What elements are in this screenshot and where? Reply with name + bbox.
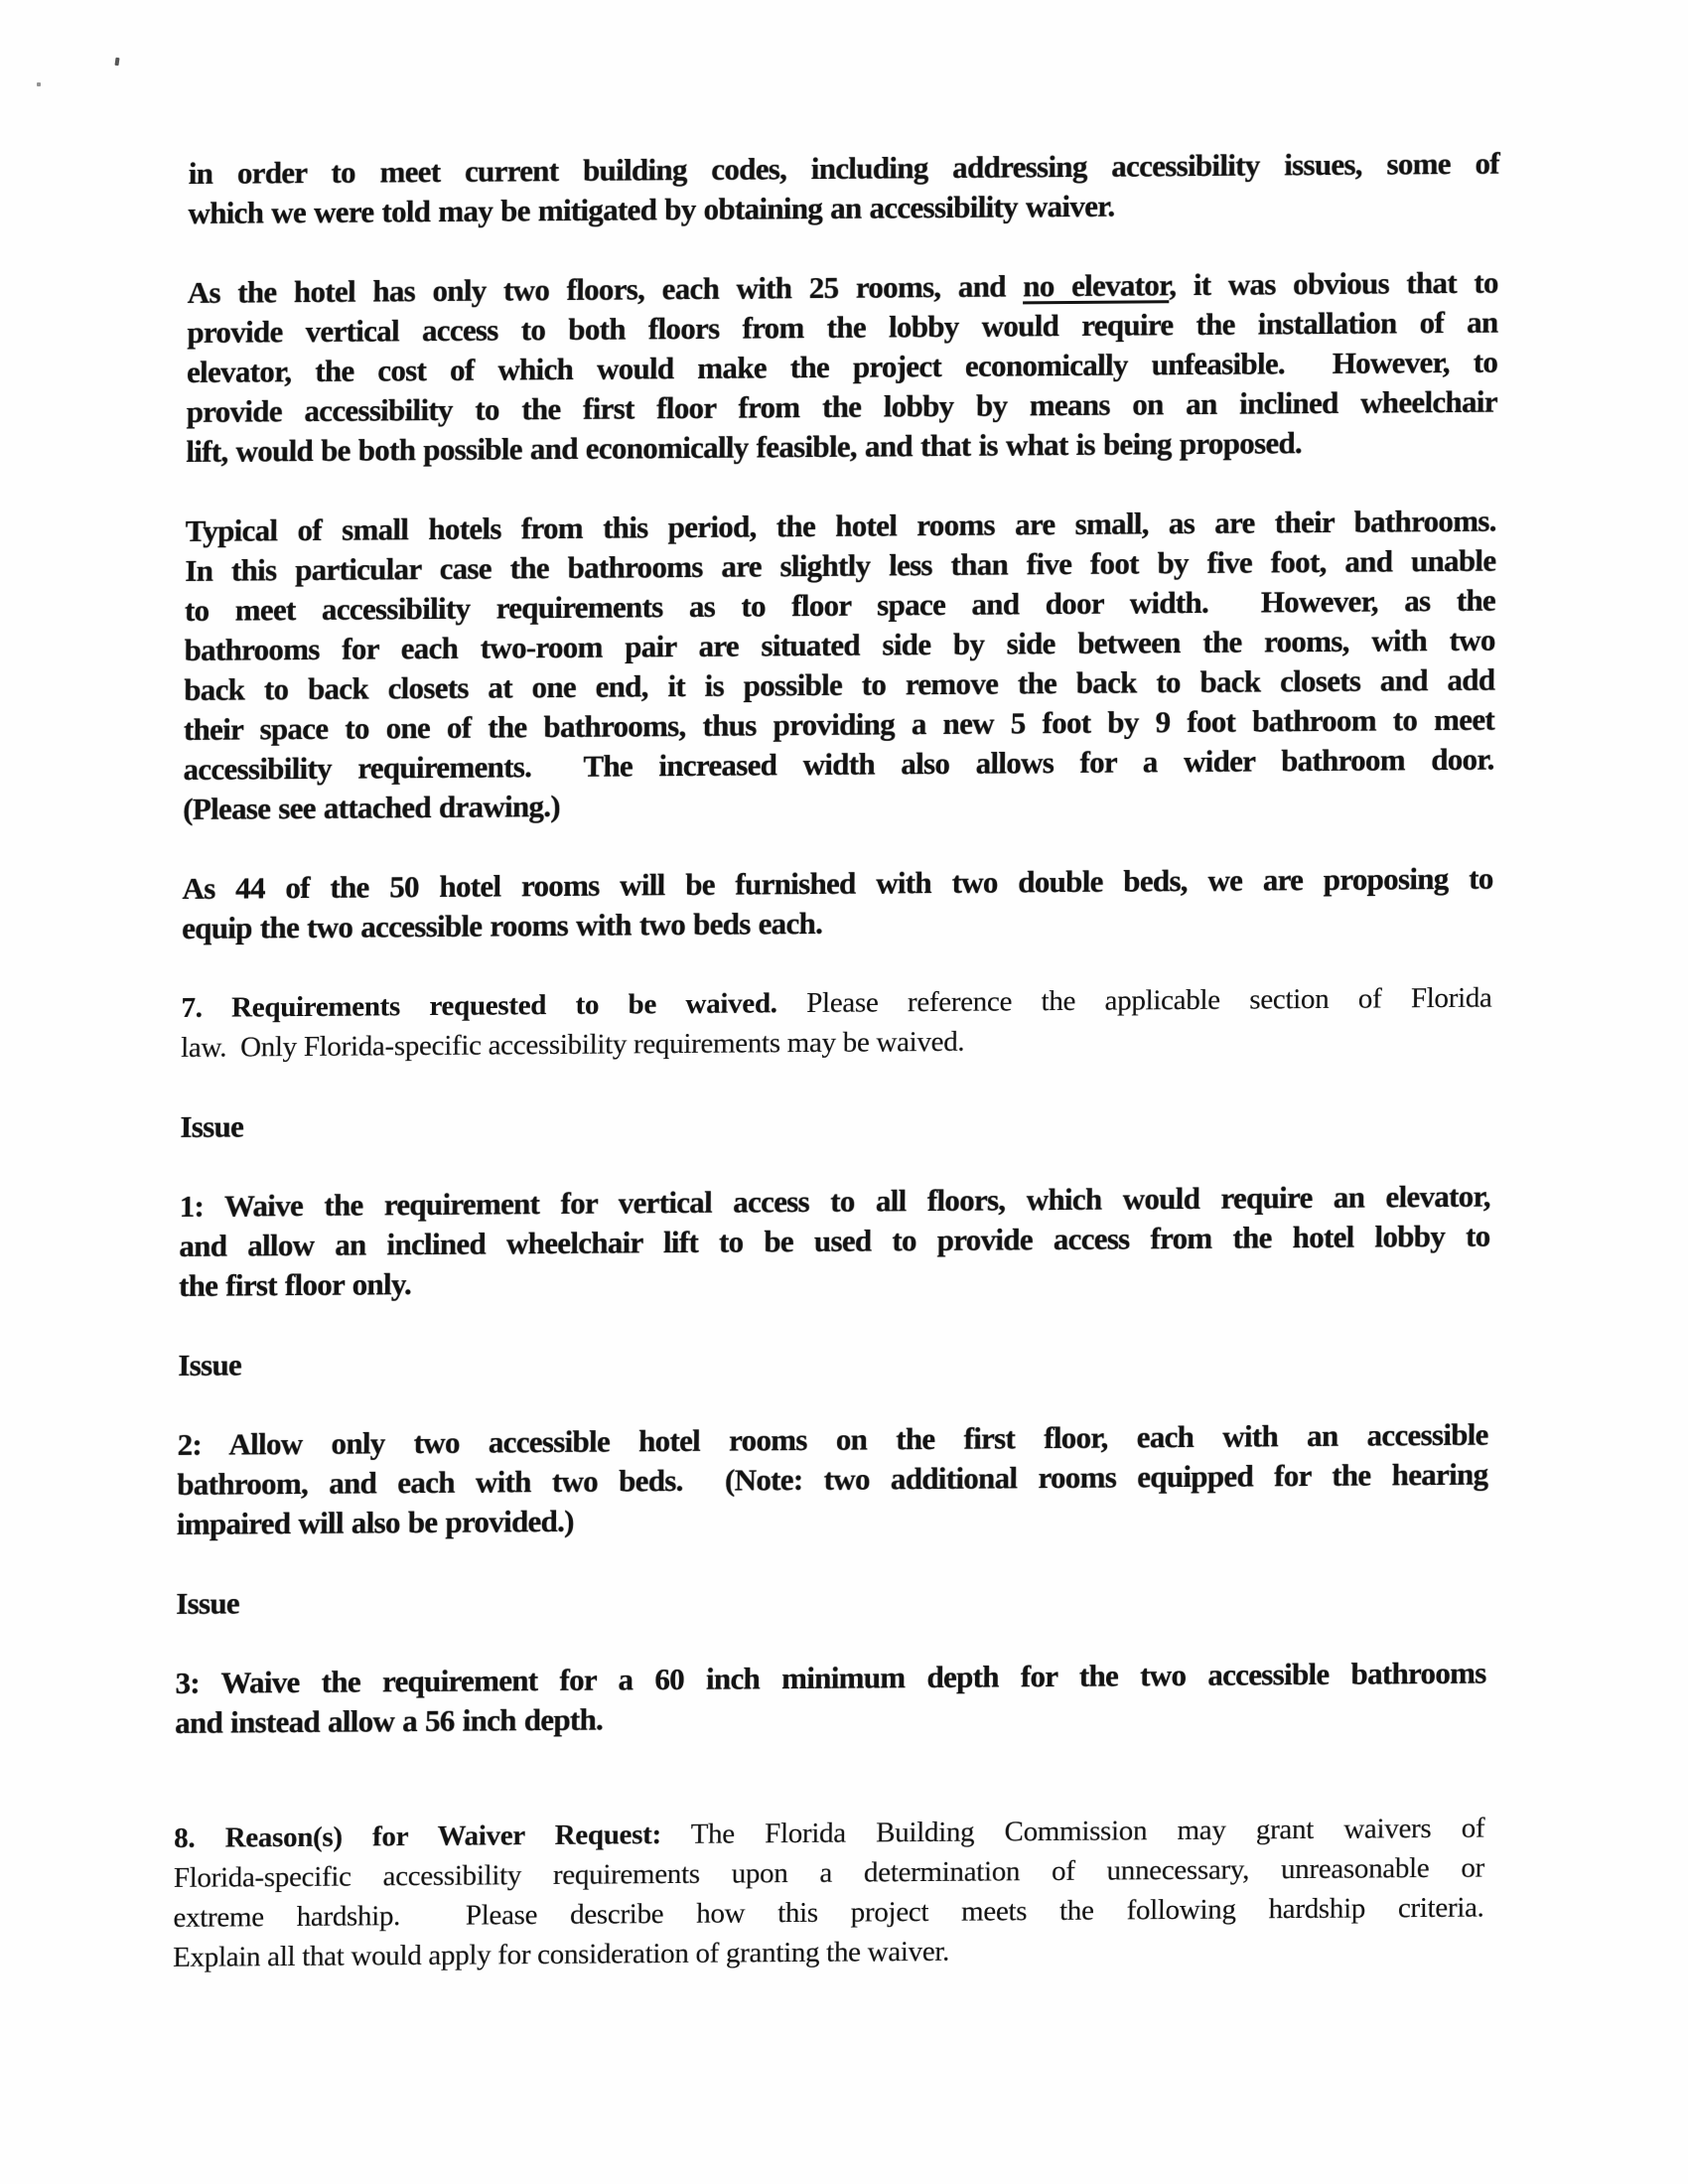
text-line [180, 1097, 1490, 1147]
text-line [176, 1574, 1486, 1624]
text-segment: in order to meet current building codes, including addressing accessibility issues, some of [188, 145, 1500, 191]
issue-heading [178, 1336, 1488, 1385]
paragraph-p3 [183, 502, 1496, 829]
scan-speck [37, 82, 41, 86]
text-segment: bathrooms for each two-room pair are situated side by side between the rooms, with two [184, 622, 1495, 667]
text-segment: 1: Waive the requirement for vertical access to all floors, which would require an elevator, [179, 1178, 1490, 1224]
text-segment: Please reference the applicable section of Florida [776, 981, 1492, 1020]
paragraph-p7 [181, 978, 1492, 1068]
text-segment: the first floor only. [178, 1266, 412, 1303]
text-segment: 2: Allow only two accessible hotel rooms on the first floor, each with an accessible [177, 1416, 1488, 1462]
paragraph-p1 [188, 144, 1499, 233]
text-segment: accessibility requirements. The increased width also allows for a wider bathroom door. [183, 741, 1494, 787]
text-segment: Typical of small hotels from this period, the hotel rooms are small, as are their bathrooms. [185, 503, 1496, 548]
paragraph-i2 [177, 1415, 1488, 1544]
text-segment: to meet accessibility requirements as to floor space and door width. However, as the [184, 582, 1496, 628]
text-segment: The Florida Building Commission may grant waivers of [660, 1812, 1485, 1851]
text-segment: 3: Waive the requirement for a 60 inch minimum depth for the two accessible bathrooms [175, 1655, 1486, 1700]
underlined-phrase: no elevator [1023, 267, 1170, 304]
text-segment: lift, would be both possible and economically feasible, and that is what is being proposed. [186, 425, 1303, 469]
paragraph-p8 [173, 1809, 1484, 1977]
paragraph-p2 [186, 263, 1498, 472]
paragraph-p4 [182, 859, 1493, 948]
text-segment: (Please see attached drawing.) [183, 789, 561, 826]
text-segment: and instead allow a 56 inch depth. [175, 1701, 604, 1740]
text-segment: 7. Requirements requested to be waived. [181, 987, 777, 1024]
text-segment: law. Only Florida-specific accessibility requirements may be waived. [181, 1025, 965, 1064]
text-segment: , it was obvious that to [1169, 264, 1499, 303]
text-segment: equip the two accessible rooms with two beds each. [182, 905, 823, 946]
text-segment: impaired will also be provided.) [176, 1503, 575, 1541]
text-segment: As 44 of the 50 hotel rooms will be furnished with two double beds, we are proposing to [182, 860, 1493, 906]
text-segment: In this particular case the bathrooms are slightly less than five foot by five foot, and unable [185, 542, 1496, 588]
scan-speck [114, 58, 119, 66]
text-segment: As the hotel has only two floors, each with 25 rooms, and [187, 268, 1024, 310]
text-segment: extreme hardship. Please describe how this project meets the following hardship criteria. [173, 1891, 1484, 1934]
document-content [173, 144, 1499, 2017]
text-segment: 8. Reason(s) for Waiver Request: [174, 1819, 662, 1854]
paragraph-i3 [175, 1654, 1486, 1743]
text-segment: which we were told may be mitigated by obtaining an accessibility waiver. [188, 188, 1115, 230]
text-segment: elevator, the cost of which would make the project economically unfeasible. However, to [186, 344, 1498, 389]
text-segment: provide accessibility to the first floor from the lobby by means on an inclined wheelchair [186, 383, 1497, 429]
text-segment: bathroom, and each with two beds. (Note: two additional rooms equipped for the hearing [177, 1456, 1488, 1502]
issue-heading [180, 1097, 1490, 1147]
text-segment: Issue [180, 1108, 244, 1144]
text-segment: their space to one of the bathrooms, thus providing a new 5 foot by 9 foot bathroom to meet [183, 701, 1495, 747]
text-segment: provide vertical access to both floors from the lobby would require the installation of an [187, 304, 1498, 350]
issue-heading [176, 1574, 1486, 1624]
paragraph-i1 [179, 1177, 1490, 1306]
text-line [178, 1336, 1488, 1385]
text-segment: Explain all that would apply for consideration of granting the waiver. [173, 1935, 950, 1973]
text-segment: Issue [178, 1347, 242, 1383]
text-segment: back to back closets at one end, it is possible to remove the back to back closets and add [184, 661, 1495, 707]
text-segment: Issue [176, 1585, 240, 1621]
text-segment: Florida-specific accessibility requirements upon a determination of unnecessary, unreasonable or [173, 1851, 1485, 1894]
text-segment: and allow an inclined wheelchair lift to be used to provide access from the hotel lobby to [179, 1218, 1490, 1263]
